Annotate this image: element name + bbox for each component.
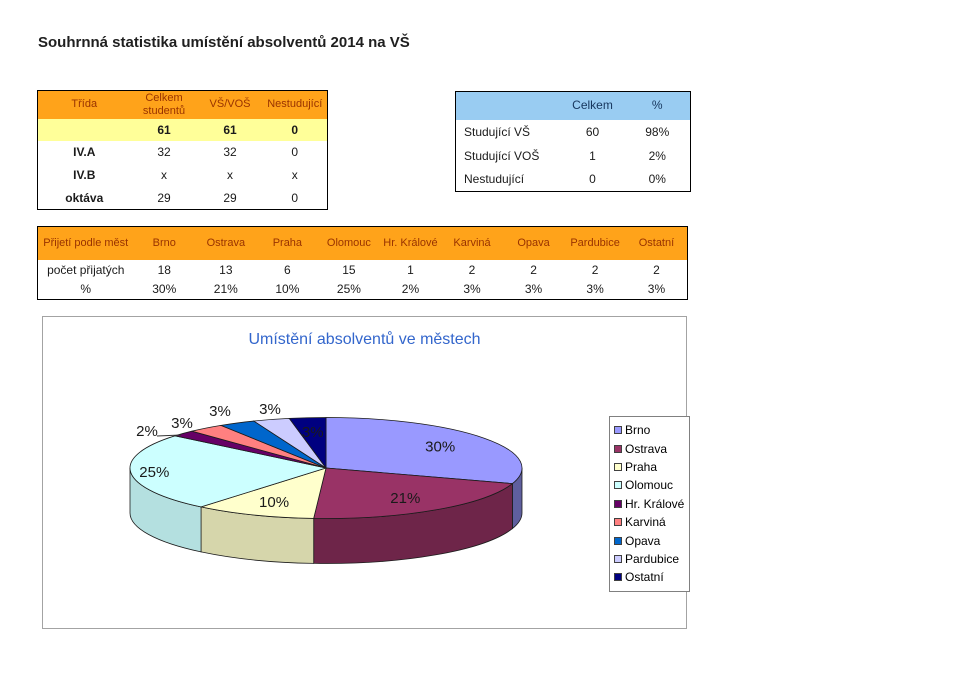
pie-chart — [43, 317, 688, 630]
cities-header-ostrava: Ostrava — [195, 227, 257, 260]
cities-header-brno: Brno — [134, 227, 196, 260]
cities-count-1: 13 — [219, 262, 233, 277]
class-table-body — [38, 119, 328, 210]
legend-item — [614, 458, 687, 476]
class-cell-vs-vos: 32 — [223, 145, 237, 159]
class-statistics-table — [37, 90, 328, 210]
class-row-label — [38, 119, 131, 141]
summary-table-header-row — [456, 92, 691, 120]
summary-table-row — [456, 144, 691, 168]
class-table-row — [38, 141, 328, 164]
class-cell-celkem: 61 — [131, 119, 198, 141]
cities-count-0: 18 — [157, 262, 171, 277]
legend-item — [614, 513, 687, 531]
legend-label: Hr. Králové — [625, 496, 685, 511]
class-cell-nestudujici: x — [291, 168, 298, 182]
cities-table-header-row — [38, 227, 688, 260]
cities-header-hr-kralove: Hr. Králové — [380, 227, 442, 260]
cities-percent-4: 2% — [401, 282, 420, 297]
cities-percent-3: 25% — [336, 282, 361, 297]
summary-table-row — [456, 120, 691, 144]
legend-item — [614, 568, 687, 586]
class-cell-vs-vos: x — [227, 168, 233, 182]
summary-row-label: Studující VŠ — [464, 124, 531, 139]
summary-row-label: Nestudující — [464, 172, 525, 187]
class-table-row — [38, 119, 328, 141]
cities-count-3: 15 — [342, 262, 356, 277]
legend-item — [614, 550, 687, 568]
summary-cell-percent: 98% — [645, 124, 670, 139]
legend-label: Pardubice — [625, 551, 680, 566]
pie-label-Ostatní: 3% — [301, 423, 324, 441]
legend-item — [614, 476, 687, 494]
class-cell-nestudujici: 0 — [263, 119, 328, 141]
class-table-header-row — [38, 91, 328, 119]
cities-percent-8: 3% — [647, 282, 666, 297]
class-header-trida: Třída — [38, 91, 131, 119]
legend-swatch-icon — [614, 555, 622, 563]
legend-swatch-icon — [614, 573, 622, 581]
cities-percent-7: 3% — [586, 282, 604, 297]
legend-swatch-icon — [614, 518, 622, 526]
class-cell-celkem: 32 — [157, 145, 171, 159]
class-table-row — [38, 164, 328, 187]
cities-header-ostatni: Ostatní — [626, 227, 688, 260]
cities-header-corner: Přijetí podle měst — [38, 227, 134, 260]
summary-cell-celkem: 0 — [589, 172, 596, 187]
class-cell-nestudujici: 0 — [291, 190, 299, 205]
pie-label-Pardubice: 3% — [259, 401, 281, 418]
summary-header-empty — [456, 92, 561, 120]
cities-header-opava: Opava — [503, 227, 565, 260]
legend-swatch-icon — [614, 481, 622, 489]
legend-swatch-icon — [614, 500, 622, 508]
cities-percent-6: 3% — [524, 282, 543, 297]
summary-header-celkem: Celkem — [561, 92, 625, 120]
pie-label-Hr. Králové: 2% — [136, 423, 158, 440]
summary-table-row — [456, 168, 691, 192]
study-summary-table — [455, 91, 691, 192]
summary-table-body — [456, 120, 691, 192]
class-row-label: oktáva — [65, 190, 104, 205]
class-header-celkem-studentu: Celkem studentů — [131, 91, 198, 119]
cities-header-praha: Praha — [257, 227, 319, 260]
class-cell-celkem: 29 — [157, 190, 171, 205]
cities-percent-1: 21% — [213, 282, 238, 297]
cities-count-4: 1 — [407, 262, 414, 277]
pie-label-Praha: 10% — [259, 493, 290, 511]
legend-item — [614, 495, 687, 513]
legend-swatch-icon — [614, 445, 622, 453]
legend-label: Karviná — [625, 515, 666, 530]
legend-item — [614, 439, 687, 457]
cities-header-olomouc: Olomouc — [318, 227, 380, 260]
class-row-label: IV.A — [73, 145, 96, 159]
cities-percent-0: 30% — [152, 282, 177, 297]
legend-label: Ostrava — [625, 441, 668, 456]
chart-title: Umístění absolventů ve městech — [248, 331, 481, 348]
cities-percent-2: 10% — [275, 282, 300, 297]
legend-label: Praha — [625, 459, 658, 474]
cities-percent-5: 3% — [463, 282, 481, 297]
cities-count-6: 2 — [530, 262, 537, 277]
class-cell-nestudujici: 0 — [291, 145, 299, 159]
legend-swatch-icon — [614, 537, 622, 545]
class-table-row — [38, 187, 328, 210]
pie-label-Opava: 3% — [209, 403, 231, 420]
pie-label-Ostrava: 21% — [390, 490, 421, 508]
class-cell-vs-vos: 61 — [198, 119, 263, 141]
cities-percents-row — [38, 280, 688, 300]
legend-label: Brno — [625, 423, 651, 438]
legend-label: Olomouc — [625, 478, 674, 493]
page-title: Souhrnná statistika umístění absolventů 2014 na VŠ — [38, 34, 410, 51]
cities-count-2: 6 — [284, 262, 291, 277]
legend-swatch-icon — [614, 426, 622, 434]
cities-header-karvina: Karviná — [441, 227, 503, 260]
cities-counts-row — [38, 260, 688, 280]
cities-count-5: 2 — [468, 262, 476, 277]
cities-row2-label: % — [80, 282, 92, 297]
class-cell-vs-vos: 29 — [223, 190, 237, 205]
legend-item — [614, 421, 687, 439]
legend-label: Opava — [625, 533, 661, 548]
pie-label-Karviná: 3% — [171, 415, 193, 432]
class-header-nestudujici: Nestudující — [263, 91, 328, 119]
cities-count-8: 2 — [653, 262, 660, 277]
summary-header-percent: % — [625, 92, 691, 120]
summary-row-label: Studující VOŠ — [464, 148, 540, 163]
summary-cell-celkem: 60 — [585, 124, 600, 139]
class-cell-celkem: x — [161, 168, 167, 182]
legend-item — [614, 531, 687, 549]
summary-cell-percent: 0% — [648, 172, 666, 187]
pie-label-Olomouc: 25% — [139, 464, 170, 482]
cities-header-pardubice: Pardubice — [564, 227, 626, 260]
legend-swatch-icon — [614, 463, 622, 471]
pie-chart-container — [42, 316, 687, 629]
class-row-label: IV.B — [73, 168, 96, 182]
cities-table-body — [38, 260, 688, 300]
class-header-vs-vos: VŠ/VOŠ — [198, 91, 263, 119]
cities-row1-label: počet přijatých — [47, 262, 125, 277]
chart-legend — [609, 416, 690, 592]
legend-label: Ostatní — [625, 570, 664, 585]
pie-label-Brno: 30% — [425, 438, 456, 456]
cities-count-7: 2 — [591, 262, 599, 277]
cities-admission-table — [37, 226, 688, 300]
summary-cell-celkem: 1 — [589, 148, 596, 163]
summary-cell-percent: 2% — [648, 148, 666, 163]
